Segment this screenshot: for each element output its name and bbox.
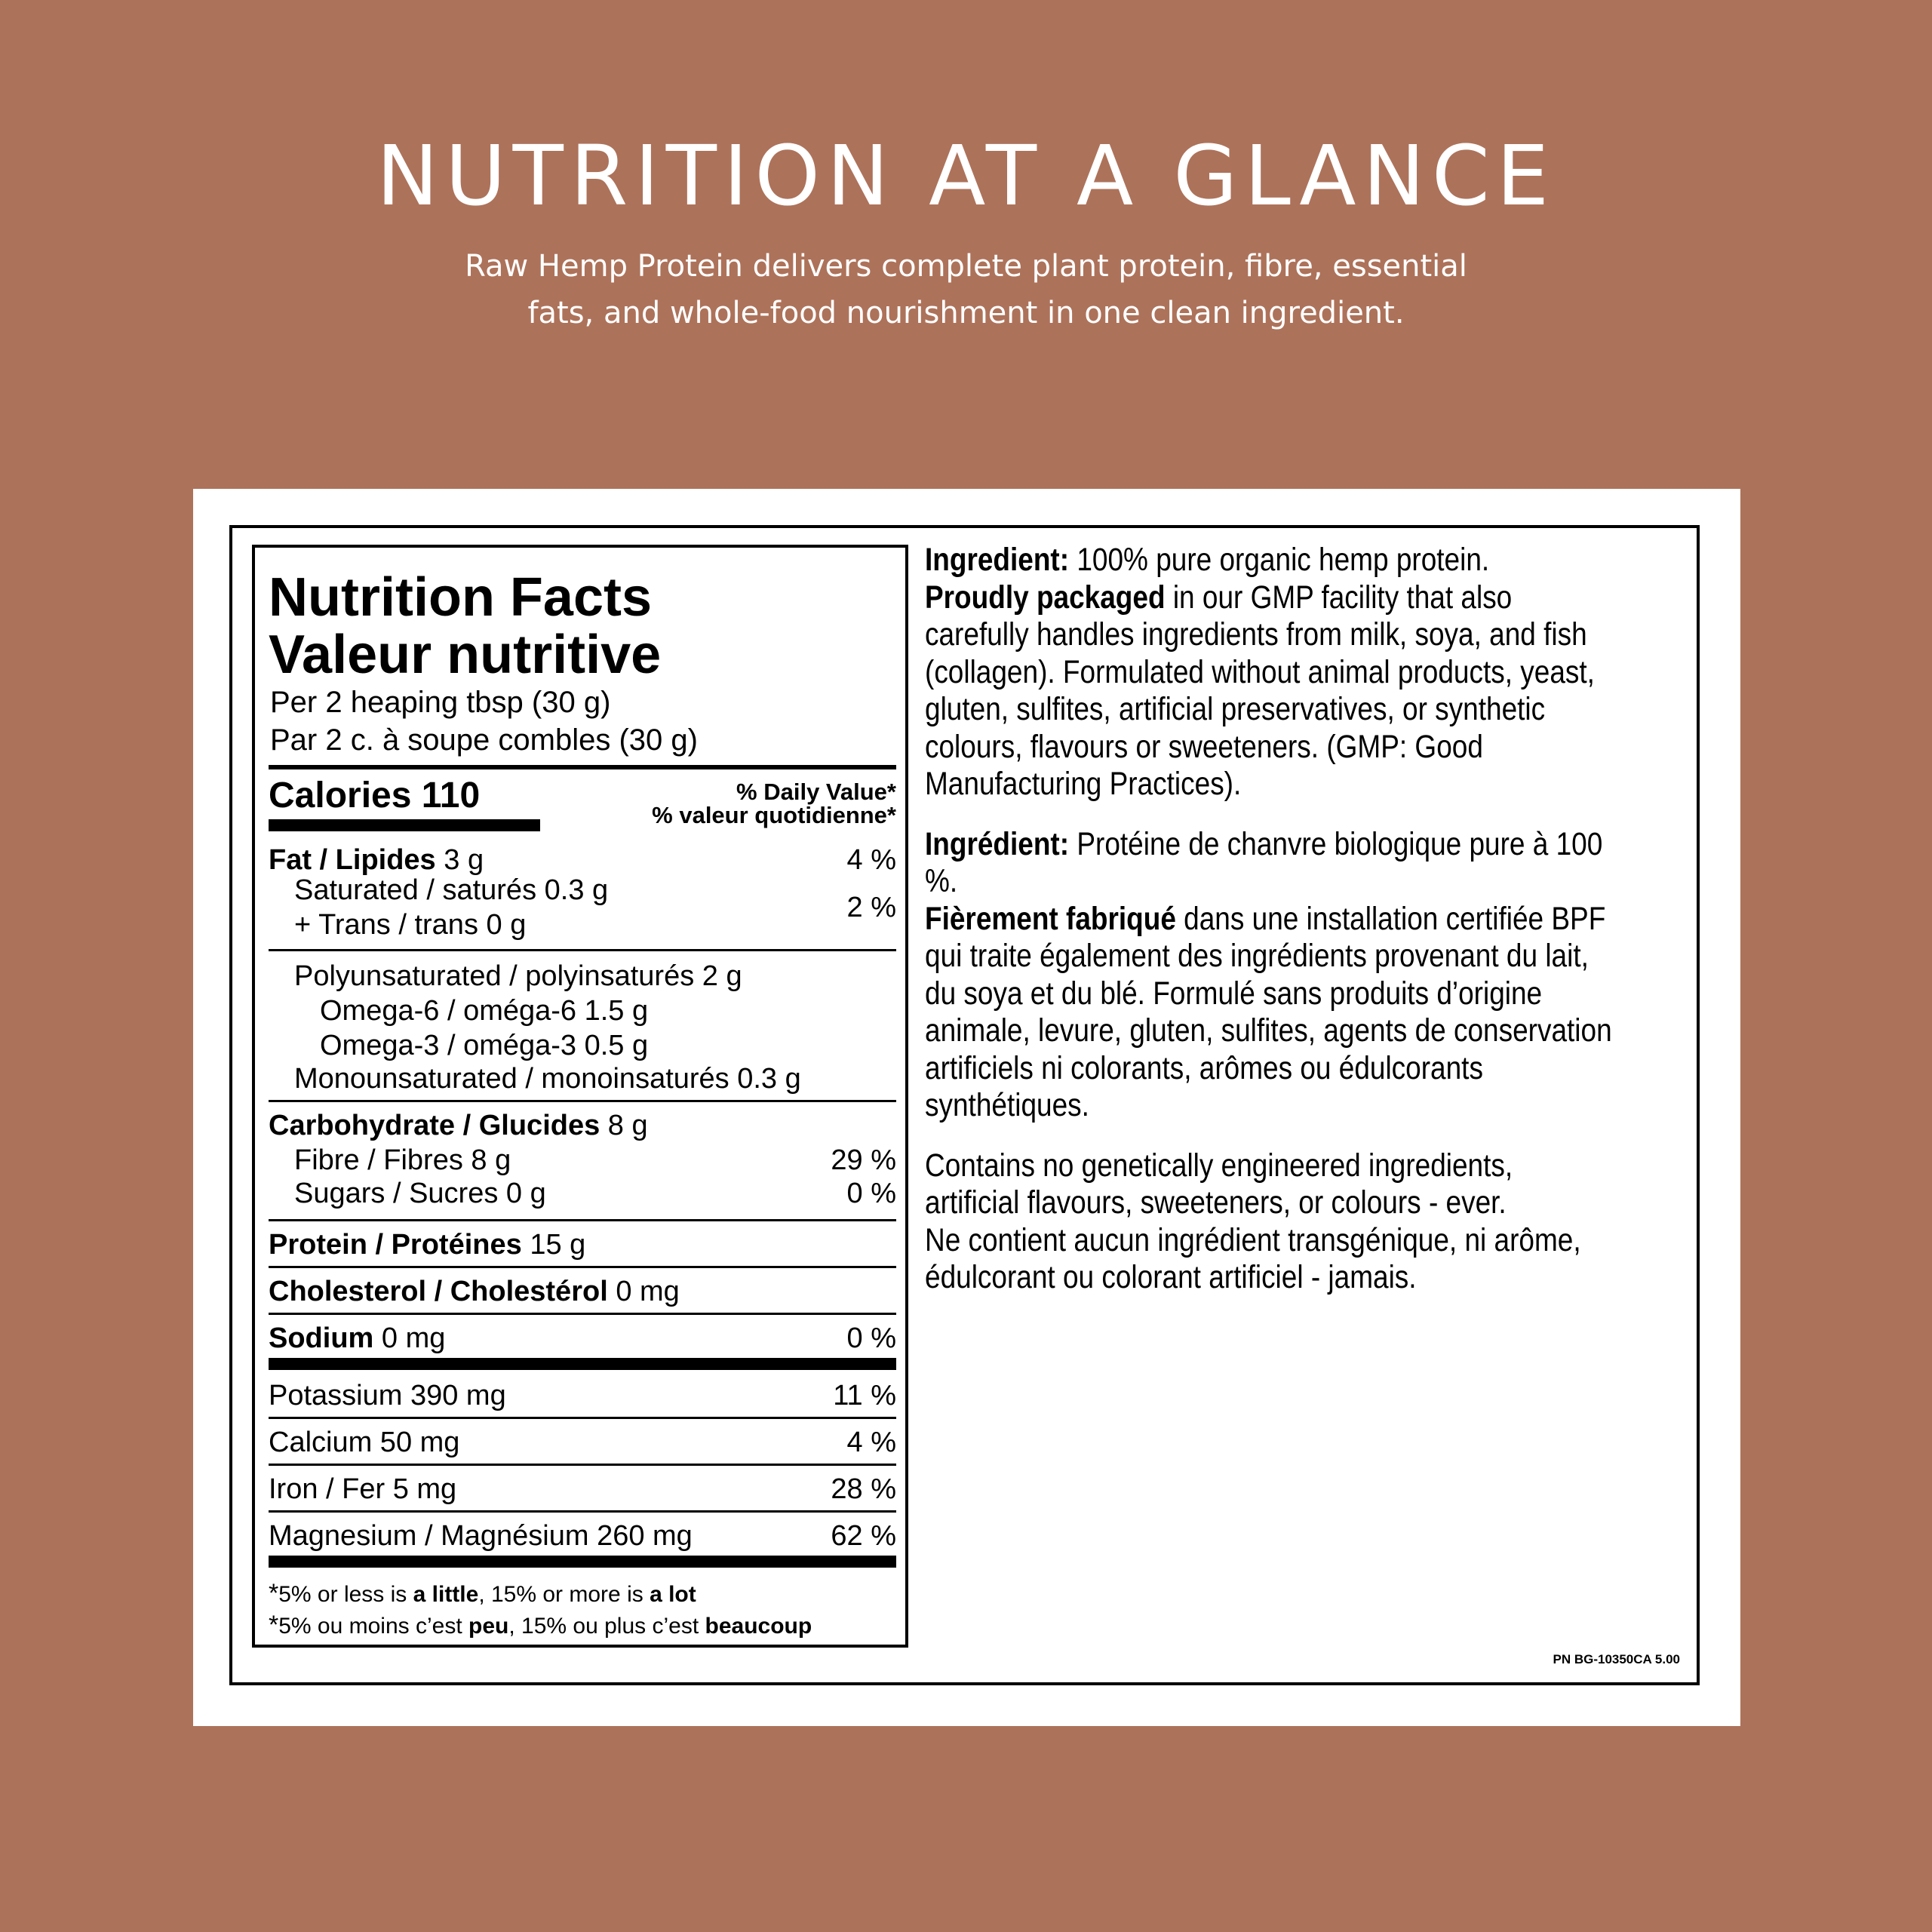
footnote-bold: a lot [650,1582,696,1607]
calories-label: Calories 110 [269,776,481,815]
thick-rule [269,1556,896,1568]
sugars-row [269,1177,896,1210]
asterisk: * [269,1611,279,1639]
packaged-fr-text: dans une installation certifiée BPF qui traite également des ingrédients provenant du lait, du soya et du blé. Formulé sans produits d’origine animale, levure, gluten, sulfites, agents de conservation artificiels ni colorants, arômes ou édulcorants synthétiques. [925,900,1612,1123]
fat-pct: 4 % [846,844,896,876]
dv-header [652,780,896,827]
cholesterol-amount: 0 mg [616,1276,680,1307]
packaged-en-text: in our GMP facility that also carefully handles ingredients from milk, soya, and fish (collagen). Formulated without animal products, yeast, gluten, sulfites, artificial preservatives, or synthetic colours, flavours or sweeteners. (GMP: Good Manufacturing Practices). [925,579,1595,802]
calcium-pct: 4 % [846,1427,896,1458]
potassium-row [269,1379,896,1412]
potassium-pct: 11 % [833,1380,896,1411]
nf-title-en: Nutrition Facts [269,567,653,628]
footnote-text: , 15% ou plus c’est [508,1614,705,1639]
sugars-label: Sugars / Sucres 0 g [294,1178,546,1209]
footnote-en [269,1578,696,1610]
omega6-row: Omega-6 / oméga-6 1.5 g [320,995,649,1027]
protein-label: Protein / Protéines [269,1229,522,1261]
iron-row [269,1473,896,1506]
page-title: NUTRITION AT A GLANCE [376,127,1556,224]
footnote-bold: beaucoup [705,1614,812,1639]
cholesterol-label: Cholesterol / Cholestérol [269,1276,608,1307]
trans-row: + Trans / trans 0 g [294,909,527,941]
magnesium-label: Magnesium / Magnésium 260 mg [269,1520,693,1552]
fibre-pct: 29 % [831,1144,896,1176]
poly-row: Polyunsaturated / polyinsaturés 2 g [294,960,742,992]
rule [269,949,896,951]
fat-amount: 3 g [444,844,484,876]
sodium-amount: 0 mg [381,1322,446,1354]
iron-pct: 28 % [831,1473,896,1505]
fat-row [269,843,896,877]
protein-amount: 15 g [530,1229,586,1261]
footnote-text: 5% or less is [278,1582,413,1607]
saturated-row: Saturated / saturés 0.3 g [294,874,609,906]
serving-size-fr: Par 2 c. à soupe combles (30 g) [270,723,698,757]
rule [269,1464,896,1466]
rule [269,765,896,769]
cholesterol-row [269,1275,896,1308]
rule [269,1100,896,1102]
ingredient-en [925,542,1613,803]
footnote-text: , 15% or more is [478,1582,650,1607]
sodium-label: Sodium [269,1322,374,1354]
dv-label-fr: % valeur quotidienne* [652,802,896,828]
nf-title-fr: Valeur nutritive [269,625,662,685]
mono-row: Monounsaturated / monoinsaturés 0.3 g [294,1063,801,1095]
magnesium-pct: 62 % [831,1520,896,1552]
sodium-row [269,1322,896,1355]
rule [269,1266,896,1268]
ingredient-en-label: Ingredient: [925,542,1070,578]
omega3-row: Omega-3 / oméga-3 0.5 g [320,1030,649,1061]
calcium-row [269,1426,896,1459]
ingredients-panel [925,542,1613,1297]
carb-row [269,1109,896,1142]
rule [269,1219,896,1221]
footnote-text: 5% ou moins c’est [278,1614,469,1639]
magnesium-row [269,1519,896,1553]
fibre-label: Fibre / Fibres 8 g [294,1144,511,1176]
footnote-bold: a little [413,1582,479,1607]
ingredient-fr-text: Protéine de chanvre biologique pure à 100 %. [925,825,1603,899]
thick-rule [269,1358,896,1370]
gmo-note-fr: Ne contient aucun ingrédient transgénique, ni arôme, édulcorant ou colorant artificiel - jamais. [925,1221,1581,1295]
potassium-label: Potassium 390 mg [269,1380,506,1411]
ingredient-fr [925,826,1613,1125]
serving-size-en: Per 2 heaping tbsp (30 g) [270,686,611,719]
rule [269,1510,896,1513]
packaged-en-label: Proudly packaged [925,579,1166,616]
asterisk: * [269,1579,279,1608]
packaged-fr-label: Fièrement fabriqué [925,900,1176,937]
gmo-note [925,1147,1613,1297]
sugars-pct: 0 % [846,1178,896,1209]
carb-label: Carbohydrate / Glucides [269,1110,600,1141]
calcium-label: Calcium 50 mg [269,1427,460,1458]
footnote-bold: peu [468,1614,509,1639]
subtitle-line-1: Raw Hemp Protein delivers complete plant protein, fibre, essential [465,249,1467,284]
footnote-fr [269,1610,812,1642]
fibre-row [269,1144,896,1177]
sodium-pct: 0 % [846,1322,896,1354]
calories-rule [269,819,540,831]
fat-label: Fat / Lipides [269,844,436,876]
subtitle-line-2: fats, and whole-food nourishment in one clean ingredient. [527,296,1405,330]
dv-label-en: % Daily Value* [736,779,896,805]
sat-trans-pct: 2 % [846,892,896,923]
iron-label: Iron / Fer 5 mg [269,1473,457,1505]
rule [269,1313,896,1315]
part-number: PN BG-10350CA 5.00 [1553,1652,1680,1666]
protein-row [269,1228,896,1261]
carb-amount: 8 g [607,1110,648,1141]
ingredient-fr-label: Ingrédient: [925,825,1070,862]
ingredient-en-text: 100% pure organic hemp protein. [1069,542,1490,578]
gmo-note-en: Contains no genetically engineered ingredients, artificial flavours, sweeteners, or colours - ever. [925,1147,1513,1221]
rule [269,1417,896,1419]
nutrition-facts-panel [252,545,908,1648]
page-subtitle [211,243,1721,336]
